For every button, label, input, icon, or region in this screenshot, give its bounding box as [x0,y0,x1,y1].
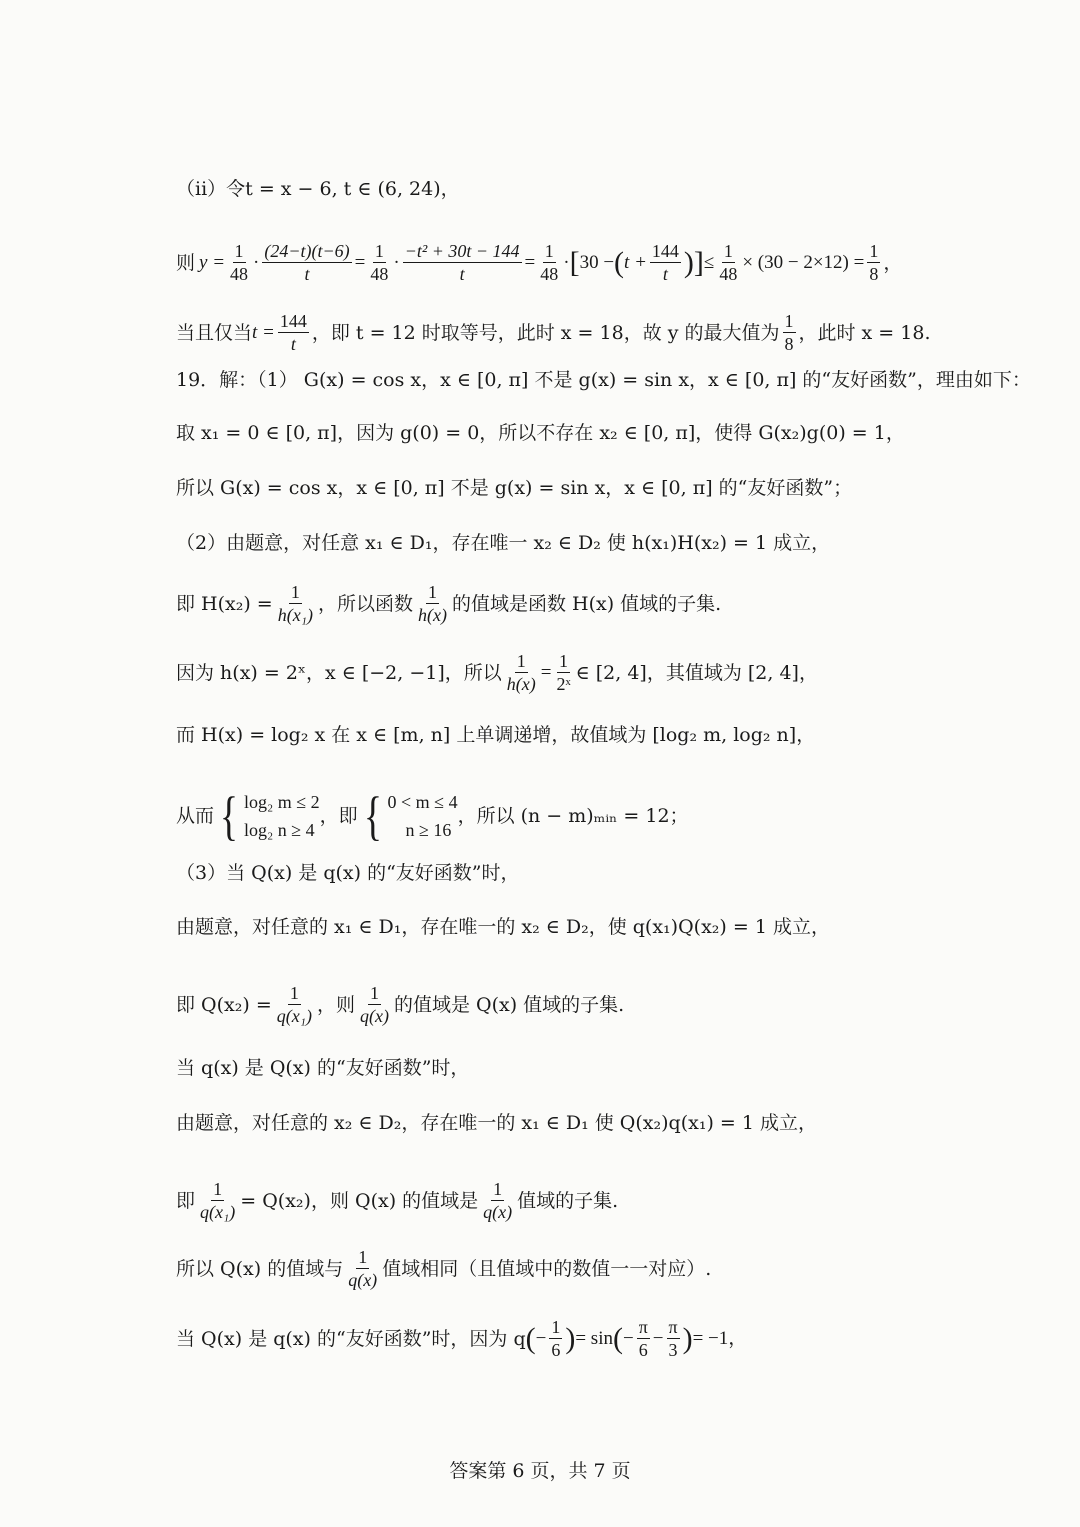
line-part2-log [176,720,960,750]
fraction: $\frac{1}{q(x)}$ [483,1179,513,1222]
text: ，即 [319,805,358,827]
page-footer: 答案第 6 页，共 7 页 [449,1460,631,1482]
line-conclusion-1 [176,473,960,503]
text: 因为 h(x) = 2ˣ，x ∈ [−2, −1]，所以 [176,661,502,684]
math: × (30 − 2×12) = [742,251,865,273]
line-part3-cond2 [176,1108,960,1138]
line-part3-intro [176,858,960,888]
line-part3-Q2 [176,1178,960,1223]
line-part3-cond1 [176,912,960,942]
text: 的值域是函数 H(x) 值域的子集. [451,592,722,615]
text: 而 H(x) = log₂ x 在 x ∈ [m, n] 上单调递增，故值域为 [log₂ m, log₂ n]， [176,724,816,746]
case-block: log₂ m ≤ 2 log₂ n ≥ 4 [243,792,320,840]
text: 当 Q(x) 是 q(x) 的“友好函数”时，因为 q [176,1327,526,1350]
line-part2-intro [176,528,960,558]
line-part3-sin: 当 Q(x) 是 q(x) 的“友好函数”时，因为 q ( − $\frac{1}{6}$ ) = sin ( − $\frac{\pi}{6}$ − $\frac{\pi}{3}$ ) = −1， [176,1317,748,1360]
case-block: 0 < m ≤ 4 n ≥ 16 [387,792,458,840]
line-part3-Q [176,982,960,1027]
text: 所以 G(x) = cos x，x ∈ [0, π] 不是 g(x) = sin x，x ∈ [0, π] 的“友好函数”； [176,477,853,499]
math: y = [199,251,226,273]
fraction: $\frac{1}{\text{h(x₁)}}$ [277,582,313,625]
math: 30 − [579,251,615,273]
text: 当 q(x) 是 Q(x) 的“友好函数”时， [176,1057,470,1079]
fraction: $\frac{1}{48}$ [540,241,559,284]
fraction: $\frac{1}{8}$ [869,241,879,284]
text: 即 H(x₂) = [176,592,273,615]
text: 即 [176,1189,196,1212]
line-q19-part1 [176,365,1031,395]
text: 即 Q(x₂) = [176,993,272,1016]
text: ，此时 x = 18. [798,321,931,344]
fraction: $\frac{1}{48}$ [370,241,389,284]
line-part2-h-range: 因为 h(x) = 2ˣ，x ∈ [−2, −1]，所以 $\frac{1}{h(x)}$ = $\frac{1}{\text{2ˣ}}$ ∈ [2, 4]，其值域为 [2, 4]， [176,651,818,694]
text: ，所以 (n − m)ₘᵢₙ = 12； [457,805,689,827]
fraction: $\frac{\pi}{6}$ [638,1317,648,1360]
text: 由题意，对任意的 x₂ ∈ D₂，存在唯一的 x₁ ∈ D₁ 使 Q(x₂)q(x₁) = 1 成立， [176,1112,817,1134]
text: （2）由题意，对任意 x₁ ∈ D₁，存在唯一 x₂ ∈ D₂ 使 h(x₁)H(x₂) = 1 成立， [176,532,831,554]
fraction: $\frac{1}{h(x)}$ [418,582,447,625]
text: 19．解：（1） G(x) = cos x，x ∈ [0, π] 不是 g(x) = sin x，x ∈ [0, π] 的“友好函数”，理由如下： [176,369,1031,391]
text: ，所以函数 [317,592,413,615]
text: 从而 [176,805,215,827]
text: 的值域是 Q(x) 值域的子集. [393,993,625,1016]
line-part3-same-range [176,1246,960,1291]
math: t = [252,321,275,343]
text: （ii）令t = x − 6, t ∈ (6, 24)， [176,178,460,200]
fraction: $\frac{1}{6}$ [551,1317,561,1360]
fraction: $\frac{1}{48}$ [230,241,249,284]
line-part2-H [176,581,960,626]
line-part3-reverse [176,1053,960,1083]
fraction: $\frac{1}{\text{q(x₁)}}$ [276,983,312,1026]
fraction: $\frac{1}{8}$ [784,311,794,354]
text: ，则 [316,993,355,1016]
text: 所以 Q(x) 的值域与 [176,1257,344,1280]
text: ∈ [2, 4]，其值域为 [2, 4]， [575,661,818,684]
line-substitution [176,174,960,204]
fraction: $\frac{1}{q(x)}$ [348,1247,378,1290]
text: = Q(x₂)，则 Q(x) 的值域是 [240,1189,479,1212]
fraction: $\frac{1}{48}$ [719,241,738,284]
text: （3）当 Q(x) 是 q(x) 的“友好函数”时， [176,862,520,884]
text: 值域的子集. [517,1189,619,1212]
line-counterexample [176,418,960,448]
fraction: $\frac{\text{−t² + 30t − 144}}{t}$ [404,241,520,284]
line-equality-condition [176,310,960,355]
text: ，即 t = 12 时取等号，此时 x = 18，故 y 的最大值为 [311,321,780,344]
text: 当且仅当 [176,321,253,344]
fraction: $\frac{1}{\text{2ˣ}}$ [556,651,571,694]
line-y-expression: 则 y = $\frac{1}{48}$ · $\frac{(24-t)(t-6)}{t}$ = $\frac{1}{48}$ · $\frac{\text{−t² + 30t − 144}}{t}$ = $\frac{1}{48}$ · [ 30 − ( t + $\frac{144}{t}$ )] ≤ $\frac{1}{48}$ × (30 − 2×12) = $\frac{1}{8}$ ， [176,241,903,284]
text: 由题意，对任意的 x₁ ∈ D₁，存在唯一的 x₂ ∈ D₂，使 q(x₁)Q(x₂) = 1 成立， [176,916,830,938]
fraction: $\frac{\pi}{3}$ [668,1317,678,1360]
text: 则 [176,251,196,274]
text: 取 x₁ = 0 ∈ [0, π]，因为 g(0) = 0，所以不存在 x₂ ∈ [0, π]，使得 G(x₂)g(0) = 1， [176,422,905,444]
text: 值域相同（且值域中的数值一一对应）. [382,1257,712,1280]
fraction: $\frac{1}{q(x)}$ [360,983,389,1026]
line-part2-system: 从而 { log₂ m ≤ 2 log₂ n ≥ 4 ，即 { 0 < m ≤ 4 n ≥ 16 ，所以 (n − m)ₘᵢₙ = 12； [176,786,689,846]
fraction: $\frac{(24-t)(t-6)}{t}$ [264,241,350,284]
fraction: $\frac{1}{\text{q(x₁)}}$ [200,1179,236,1222]
fraction: $\frac{144}{t}$ [651,241,679,284]
fraction: $\frac{1}{h(x)}$ [506,651,536,694]
fraction: $\frac{144}{t}$ [279,311,307,354]
